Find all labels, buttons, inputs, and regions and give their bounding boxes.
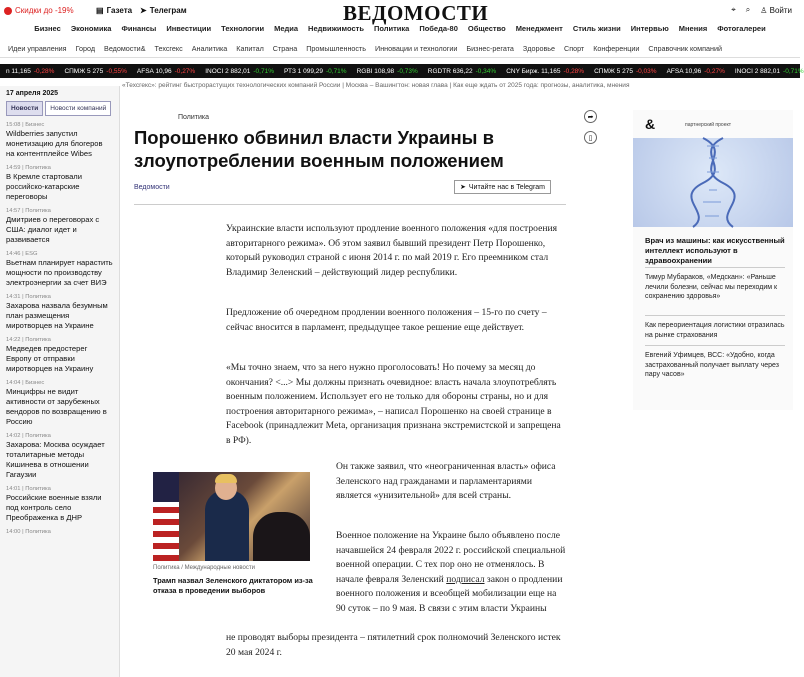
related-photo[interactable] (153, 472, 310, 561)
article-source[interactable]: Ведомости (134, 184, 170, 191)
partner-item[interactable]: Евгений Уфимцев, ВСС: «Удобно, когда застрахованный получает выплату через пару часов» (645, 352, 780, 378)
location-icon[interactable]: ⌖ (731, 5, 736, 14)
news-feed-item[interactable] (6, 529, 113, 535)
subnav-item[interactable]: Инновации и технологии (375, 44, 458, 53)
share-panel (584, 110, 597, 144)
ticker-change: -0,28% (563, 67, 585, 75)
promo-icon (4, 7, 12, 15)
news-feed-item[interactable] (6, 122, 113, 159)
subnav-item[interactable]: Промышленность (306, 44, 367, 53)
tab-company-news[interactable]: Новости компаний (45, 101, 111, 116)
market-ticker (0, 64, 804, 78)
ticker-change: -0,71% (253, 67, 274, 75)
news-title: Захарова: Москва осуждает тоталитарные методы Кишинева в отношении Гагаузии (6, 440, 105, 479)
ticker-change: -0,71% (783, 67, 804, 75)
paragraph-6: не проводят выборы президента – пятилетний срок полномочий Зеленского истек 20 мая 2024 г. (226, 632, 561, 658)
news-time: 14:59 | Политика (6, 165, 51, 171)
ticker-name: AFSA 10,96 (666, 67, 702, 75)
subnav-item[interactable]: Ведомости& (104, 44, 146, 53)
ticker-item[interactable] (6, 68, 54, 75)
subnav-item[interactable]: Идеи управления (8, 44, 67, 53)
tab-news[interactable]: Новости (6, 101, 43, 116)
article-rubric[interactable]: Политика (178, 114, 209, 121)
news-title: Медведев предостерег Европу от отправки миротворцев на Украину (6, 344, 94, 373)
crowd-image (253, 512, 310, 561)
nav-item[interactable]: Победа-80 (419, 24, 458, 33)
subnav-item[interactable]: Город (75, 44, 96, 53)
nav-item[interactable]: Финансы (121, 24, 157, 33)
news-time: 14:01 | Политика (6, 486, 51, 492)
subnav-item[interactable]: Здоровье (522, 44, 556, 53)
person-image (205, 490, 249, 561)
news-feed-item[interactable] (6, 208, 113, 245)
nav-item[interactable]: Менеджмент (515, 24, 563, 33)
subnav-item[interactable]: Страна (272, 44, 298, 53)
user-icon: ♙ (760, 5, 768, 15)
ticker-change: -0,55% (106, 67, 127, 75)
paragraph-2: Предложение об очередном продлении военного положения – 15-го по счету – сейчас вносится в парламент, предыдущее такое решение еще действует. (226, 307, 547, 333)
partner-item[interactable]: Тимур Мубараков, «Медскан»: «Раньше лечили болезни, сейчас мы переходим к сохранению здоровья» (645, 274, 778, 300)
news-time: 14:02 | Политика (6, 433, 51, 439)
paragraph-1: Украинские власти используют продление военного положения «для построения авторитарного режима». Об этом заявил бывший президент Петр Порошенко, который руководил страной с июня 2014 г. по май 2019 г. Его преемником стал Владимир Зеленский – действующий лидер республики. (226, 223, 558, 278)
telegram-icon: ➤ (460, 184, 466, 191)
main-nav (0, 24, 800, 38)
news-feed-item[interactable] (6, 337, 113, 374)
news-time: 15:08 | Бизнес (6, 122, 45, 128)
ticker-item[interactable] (428, 68, 496, 75)
ticker-name: RGBI 108,98 (356, 67, 395, 75)
ticker-change: -0,73% (397, 67, 418, 75)
news-feed-item[interactable] (6, 165, 113, 202)
telegram-icon: ➤ (140, 6, 147, 15)
subnav-item[interactable]: Бизнес-регата (466, 44, 514, 53)
ticker-item[interactable] (735, 68, 804, 75)
divider (645, 345, 785, 346)
divider (645, 267, 785, 268)
ticker-name: RGDTR 636,22 (427, 67, 473, 75)
gazeta-link[interactable] (96, 6, 132, 15)
news-time: 14:46 | ESG (6, 251, 38, 257)
divider (645, 315, 785, 316)
dna-image[interactable] (633, 138, 793, 227)
nav-item[interactable]: Экономика (70, 24, 112, 33)
newspaper-icon: ▤ (96, 6, 104, 15)
subnav-item[interactable]: Спорт (564, 44, 585, 53)
ticker-item[interactable] (357, 68, 418, 75)
ticker-name: INOCI 2 882,01 (205, 67, 251, 75)
news-title: В Кремле стартовали российско-катарские переговоры (6, 172, 82, 201)
ticker-change: -0,28% (33, 67, 55, 75)
partner-logo: & (645, 116, 656, 132)
nav-item[interactable]: Инвестиции (166, 24, 212, 33)
news-feed-sidebar (0, 86, 120, 677)
nav-item[interactable]: Общество (467, 24, 506, 33)
related-title[interactable]: Трамп назвал Зеленского диктатором из-за отказа в проведении выборов (153, 576, 313, 595)
telegram-link[interactable] (140, 6, 187, 15)
gazeta-label: Газета (106, 6, 133, 15)
ticker-change: -0,03% (635, 67, 657, 75)
news-feed-item[interactable] (6, 294, 113, 331)
partner-block (633, 110, 793, 410)
subnav-item[interactable]: Конференции (593, 44, 640, 53)
paragraph-3: «Мы точно знаем, что за него нужно проголосовать! Но почему за месяц до окончания? <...> Мы должны признать очевидное: власть начала злоупотреблять военным положением. Использует его не только для обороны страны, но и для построения авторитарного режима», – написал Порошенко на своей странице в Facebook (принадлежит Meta, организация признана экстремистской и запрещена в РФ). (226, 362, 561, 446)
news-title: Российские военные взяли под контроль село Преображенка в ДНР (6, 493, 102, 522)
ticker-name: РТЗ 1 099,29 (284, 67, 323, 75)
nav-item[interactable]: Стиль жизни (572, 24, 621, 33)
ticker-change: -0,27% (174, 67, 196, 75)
subnav-item[interactable]: Аналитика (191, 44, 228, 53)
news-feed-item[interactable] (6, 433, 113, 480)
ticker-item[interactable] (64, 68, 126, 75)
telegram-subscribe-button[interactable] (454, 180, 551, 194)
nav-item[interactable]: Технологии (221, 24, 265, 33)
ticker-item[interactable] (137, 68, 195, 75)
nav-item[interactable]: Мнения (678, 24, 708, 33)
feed-date: 17 апреля 2025 (6, 90, 59, 97)
ticker-name: n 11,165 (6, 67, 31, 75)
ticker-change: -0,34% (475, 67, 497, 75)
subnav-item[interactable]: Капитал (236, 44, 264, 53)
news-time: 14:31 | Политика (6, 294, 51, 300)
ticker-item[interactable] (205, 68, 274, 75)
paragraph-4: Он также заявил, что «неограниченная власть» офиса Зеленского над гражданами и парламентариями является «унизительной» для всей страны. (336, 461, 556, 502)
ticker-item[interactable] (506, 68, 584, 75)
news-feed-item[interactable] (6, 251, 113, 288)
person-hair (215, 474, 237, 483)
login-link[interactable] (760, 6, 792, 15)
nav-item[interactable]: Интервью (630, 24, 669, 33)
top-bar (0, 0, 800, 24)
article-title: Порошенко обвинил власти Украины в злоупотреблении военным положением (134, 127, 504, 171)
news-time: 14:22 | Политика (6, 337, 51, 343)
flag-image (153, 472, 179, 561)
partner-item[interactable]: Как переориентация логистики отразилась на рынке страхования (645, 322, 785, 339)
news-title: Дмитриев о переговорах с США: диалог идет и развивается (6, 215, 100, 244)
news-time: 14:57 | Политика (6, 208, 51, 214)
partner-headline[interactable]: Врач из машины: как искусственный интеллект используют в здравоохранении (645, 236, 785, 265)
news-feed-item[interactable] (6, 380, 113, 427)
nav-item[interactable]: Медиа (274, 24, 299, 33)
ticker-change: -0,27% (704, 67, 725, 75)
promo-link[interactable] (4, 6, 74, 15)
subnav-item[interactable]: Справочник компаний (648, 44, 722, 53)
login-label: Войти (769, 5, 792, 15)
nav-item[interactable]: Политика (373, 24, 410, 33)
ticker-name: AFSA 10,96 (136, 67, 172, 75)
ticker-name: CNY Бирж. 11,165 (506, 67, 561, 75)
news-feed-item[interactable] (6, 486, 113, 523)
ticker-change: -0,71% (325, 67, 347, 75)
share-icon[interactable]: ➦ (584, 110, 597, 123)
sub-nav (0, 44, 800, 58)
telegram-button-label: Читайте нас в Telegram (468, 183, 546, 191)
bookmark-icon[interactable]: ▯ (584, 131, 597, 144)
related-meta: Политика / Международные новости (153, 565, 255, 571)
site-logo[interactable]: ВЕДОМОСТИ (343, 1, 489, 25)
nav-item[interactable]: Недвижимость (308, 24, 364, 33)
ticker-name: INOCI 2 882,01 (734, 67, 781, 75)
ticker-item[interactable] (594, 68, 656, 75)
nav-item[interactable]: Бизнес (34, 24, 61, 33)
paragraph-5-b: закон о продлении военного положения и всеобщей мобилизации еще на 90 суток – по 9 мая. В связи с этим власти Украины (336, 573, 563, 614)
promo-label: Скидки до -19% (15, 6, 74, 15)
telegram-label: Телеграм (149, 6, 187, 15)
news-time: 14:00 | Политика (6, 529, 51, 535)
signed-law-link[interactable]: подписал (446, 573, 485, 585)
subnav-item[interactable]: Техсгекс (154, 44, 183, 53)
paragraph-5-a: Военное положение на Украине было объявлено после начавшейся 24 февраля 2022 г. российской специальной военной операции. С тех пор оно не отменялось. В начале февраля Зеленский (336, 530, 566, 585)
partner-label: партнерский проект (685, 122, 732, 128)
ticker-name: СПМЖ 5 275 (594, 67, 633, 75)
ticker-name: СПМЖ 5 275 (64, 67, 104, 75)
paragraph-5 (336, 529, 568, 617)
divider (134, 204, 566, 205)
special-projects-line[interactable]: «Техсгекс»: рейтинг быстрорастущих технологических компаний России | Москва – Вашингтон: новая глава | Как еще ждать от 2025 года: прогнозы, аналитика, мнения (122, 82, 630, 89)
ticker-item[interactable] (284, 68, 347, 75)
news-title: Захарова назвала безумным план размещения миротворцев на Украине (6, 301, 108, 330)
ticker-item[interactable] (667, 68, 725, 75)
nav-item[interactable]: Фотогалереи (717, 24, 766, 33)
news-title: Вьетнам планирует нарастить мощности по производству электроэнергии за счет ВИЭ (6, 258, 113, 287)
search-icon[interactable]: ⌕ (745, 5, 751, 14)
news-title: Wildberries запустил монетизацию для блогеров на контентплейсе Wibes (6, 129, 103, 158)
news-title: Минцифры не видит активности от зарубежных вендоров по возвращению в Россию (6, 387, 107, 426)
news-time: 14:04 | Бизнес (6, 380, 45, 386)
